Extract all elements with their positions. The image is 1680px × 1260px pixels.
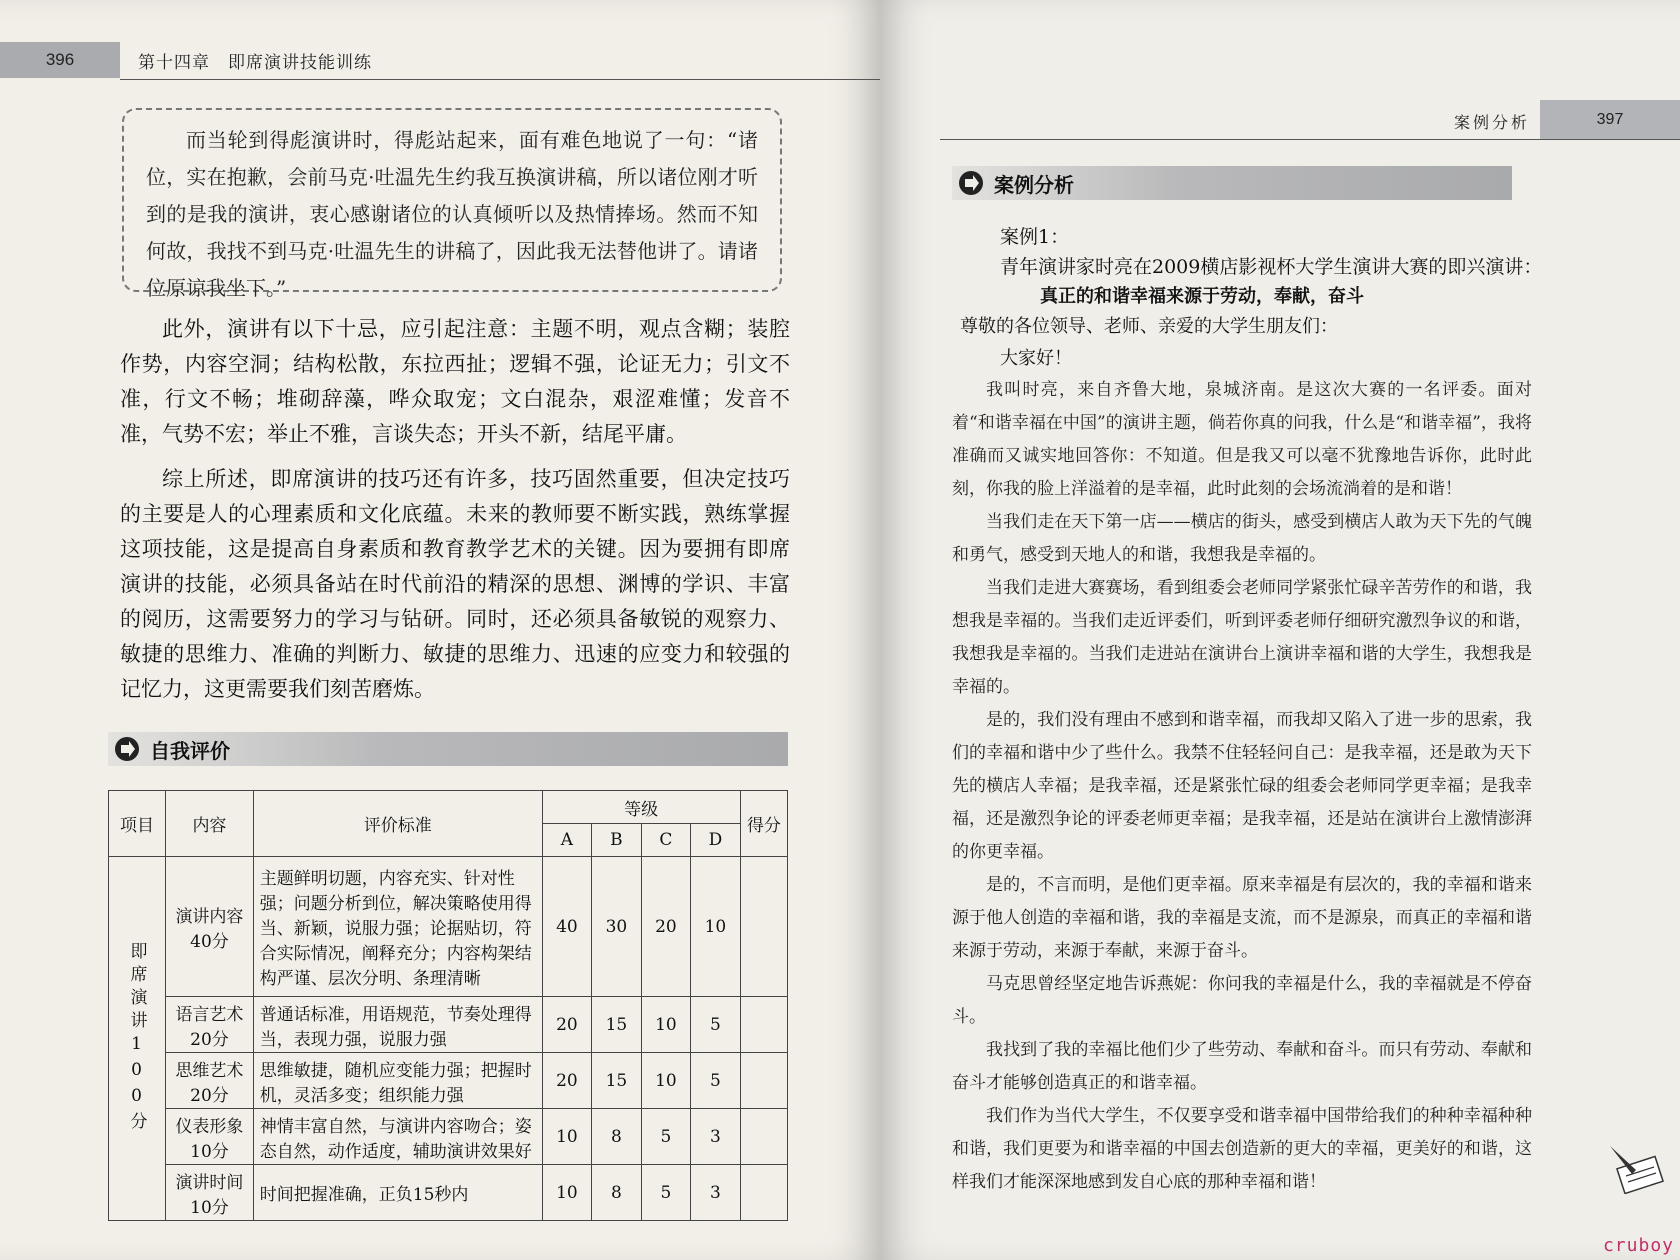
- grade-c-cell: 5: [641, 1165, 691, 1221]
- right-page-header: [880, 100, 1680, 140]
- speech-paragraph: 我叫时亮，来自齐鲁大地，泉城济南。是这次大赛的一名评委。面对着“和谐幸福在中国”的演讲主题，倘若你真的问我，什么是“和谐幸福”，我将准确而又诚实地回答你：不知道。但是我又可以毫不犹豫地告诉你，此时此刻，你我的脸上洋溢着的是幸福，此时此刻的会场流淌着的是和谐！: [952, 380, 1532, 499]
- table-row: [109, 1053, 788, 1109]
- table-row: [109, 1109, 788, 1165]
- grade-b-header: B: [592, 824, 642, 857]
- content-cell: 思维艺术20分: [166, 1053, 254, 1109]
- speech-body: [952, 374, 1532, 1199]
- chapter-title: 第十四章 即席演讲技能训练: [138, 52, 372, 73]
- section-title-case-analysis: 案例分析: [994, 172, 1074, 197]
- greeting: 大家好！: [1000, 348, 1072, 369]
- left-page-header: [0, 42, 880, 78]
- content-cell: 仪表形象10分: [166, 1109, 254, 1165]
- score-cell[interactable]: [740, 1109, 787, 1165]
- criteria-cell: 普通话标准，用语规范，节奏处理得当，表现力强，说服力强: [253, 997, 542, 1053]
- right-page: [880, 0, 1680, 1260]
- speech-paragraph: 我们作为当代大学生，不仅要享受和谐幸福中国带给我们的种种幸福种种和谐，我们更要为和谐幸福的中国去创造新的更大的幸福，更美好的和谐，这样我们才能深深地感到发自心底的那种幸福和谐！: [952, 1106, 1532, 1192]
- grade-a-cell: 10: [542, 1109, 592, 1165]
- grade-a-cell: 10: [542, 1165, 592, 1221]
- grade-b-cell: 8: [592, 1109, 642, 1165]
- salutation: 尊敬的各位领导、老师、亲爱的大学生朋友们：: [960, 316, 1338, 337]
- section-arrow-icon: [114, 736, 140, 762]
- evaluation-table: [108, 790, 788, 1221]
- grade-a-cell: 40: [542, 857, 592, 997]
- header-grade: 等级: [542, 791, 740, 824]
- grade-b-cell: 30: [592, 857, 642, 997]
- criteria-cell: 思维敏捷，随机应变能力强；把握时机，灵活多变；组织能力强: [253, 1053, 542, 1109]
- header-criteria: 评价标准: [253, 791, 542, 857]
- score-cell[interactable]: [740, 857, 787, 997]
- pencil-note-icon: [1606, 1140, 1668, 1194]
- content-cell: 演讲时间10分: [166, 1165, 254, 1221]
- grade-d-cell: 5: [691, 997, 741, 1053]
- table-row: [109, 997, 788, 1053]
- content-cell: 演讲内容40分: [166, 857, 254, 997]
- grade-c-cell: 5: [641, 1109, 691, 1165]
- speech-title: 真正的和谐幸福来源于劳动，奉献，奋斗: [1040, 286, 1364, 307]
- grade-c-cell: 10: [641, 1053, 691, 1109]
- score-cell[interactable]: [740, 1165, 787, 1221]
- header-rule: [940, 139, 1680, 140]
- criteria-cell: 神情丰富自然，与演讲内容吻合；姿态自然，动作适度，辅助演讲效果好: [253, 1109, 542, 1165]
- grade-d-cell: 10: [691, 857, 741, 997]
- score-cell[interactable]: [740, 1053, 787, 1109]
- criteria-cell: 时间把握准确，正负15秒内: [253, 1165, 542, 1221]
- section-bar-self-eval: [108, 732, 788, 766]
- grade-b-cell: 15: [592, 1053, 642, 1109]
- case-intro: 青年演讲家时亮在2009横店影视杯大学生演讲大赛的即兴演讲：: [1000, 256, 1543, 278]
- header-score: 得分: [740, 791, 787, 857]
- header-rule: [120, 79, 880, 80]
- score-cell[interactable]: [740, 997, 787, 1053]
- table-row: [109, 857, 788, 997]
- speech-paragraph: 是的，不言而明，是他们更幸福。原来幸福是有层次的，我的幸福和谐来源于他人创造的幸福和谐，我的幸福是支流，而不是源泉，而真正的幸福和谐来源于劳动，来源于奉献，来源于奋斗。: [952, 875, 1532, 961]
- section-bar-case-analysis: [952, 166, 1512, 200]
- case-label: 案例1：: [1000, 226, 1070, 248]
- item-name-cell: 即席演讲100分: [109, 857, 166, 1221]
- grade-a-cell: 20: [542, 1053, 592, 1109]
- quote-box: 而当轮到得彪演讲时，得彪站起来，面有难色地说了一句：“诸位，实在抱歉，会前马克·吐温先生约我互换演讲稿，所以诸位刚才听到的是我的演讲，衷心感谢诸位的认真倾听以及热情捧场。然而不知何故，我找不到马克·吐温先生的讲稿了，因此我无法替他讲了。请诸位原谅我坐下。”: [122, 108, 782, 292]
- grade-b-cell: 8: [592, 1165, 642, 1221]
- watermark-logo: cruboy: [1602, 1235, 1674, 1256]
- taboo-paragraph: 此外，演讲有以下十忌，应引起注意：主题不明，观点含糊；装腔作势，内容空洞；结构松散，东拉西扯；逻辑不强，论证无力；引文不准，行文不畅；堆砌辞藻，哗众取宠；文白混杂，艰涩难懂；发音不准，气势不宏；举止不雅，言谈失态；开头不新，结尾平庸。: [120, 317, 790, 446]
- speech-paragraph: 当我们走进大赛赛场，看到组委会老师同学紧张忙碌辛苦劳作的和谐，我想我是幸福的。当我们走近评委们，听到评委老师仔细研究激烈争议的和谐，我想我是幸福的。当我们走进站在演讲台上演讲幸福和谐的大学生，我想我是幸福的。: [952, 578, 1532, 697]
- grade-c-header: C: [641, 824, 691, 857]
- grade-d-header: D: [691, 824, 741, 857]
- page-number-right: 397: [1540, 100, 1680, 140]
- header-content: 内容: [166, 791, 254, 857]
- summary-paragraph: 综上所述，即席演讲的技巧还有许多，技巧固然重要，但决定技巧的主要是人的心理素质和文化底蕴。未来的教师要不断实践，熟练掌握这项技能，这是提高自身素质和教育教学艺术的关键。因为要拥有即席演讲的技能，必须具备站在时代前沿的精深的思想、渊博的学识、丰富的阅历，这需要努力的学习与钻研。同时，还必须具备敏锐的观察力、敏捷的思维力、准确的判断力、敏捷的思维力、迅速的应变力和较强的记忆力，这更需要我们刻苦磨炼。: [120, 467, 790, 701]
- grade-a-header: A: [542, 824, 592, 857]
- grade-b-cell: 15: [592, 997, 642, 1053]
- speech-paragraph: 马克思曾经坚定地告诉燕妮：你问我的幸福是什么，我的幸福就是不停奋斗。: [952, 974, 1532, 1027]
- grade-d-cell: 3: [691, 1109, 741, 1165]
- grade-c-cell: 10: [641, 997, 691, 1053]
- header-title-right: 案例分析: [1453, 113, 1530, 132]
- grade-d-cell: 3: [691, 1165, 741, 1221]
- criteria-cell: 主题鲜明切题，内容充实、针对性强；问题分析到位，解决策略使用得当、新颖，说服力强；论据贴切，符合实际情况，阐释充分；内容构架结构严谨、层次分明、条理清晰: [253, 857, 542, 997]
- section-title-self-eval: 自我评价: [150, 738, 230, 763]
- speech-paragraph: 当我们走在天下第一店——横店的街头，感受到横店人敢为天下先的气魄和勇气，感受到天地人的和谐，我想我是幸福的。: [952, 512, 1532, 565]
- speech-paragraph: 是的，我们没有理由不感到和谐幸福，而我却又陷入了进一步的思索，我们的幸福和谐中少了些什么。我禁不住轻轻问自己：是我幸福，还是敢为天下先的横店人幸福；是我幸福，还是紧张忙碌的组委会老师同学更幸福；是我幸福，还是激烈争论的评委老师更幸福；是我幸福，还是站在演讲台上激情澎湃的你更幸福。: [952, 710, 1532, 862]
- grade-a-cell: 20: [542, 997, 592, 1053]
- grade-d-cell: 5: [691, 1053, 741, 1109]
- page-number-left: 396: [0, 42, 120, 78]
- header-item: 项目: [109, 791, 166, 857]
- speech-paragraph: 我找到了我的幸福比他们少了些劳动、奉献和奋斗。而只有劳动、奉献和奋斗才能够创造真正的和谐幸福。: [952, 1040, 1532, 1093]
- grade-c-cell: 20: [641, 857, 691, 997]
- table-row: [109, 1165, 788, 1221]
- section-arrow-icon: [958, 170, 984, 196]
- content-cell: 语言艺术20分: [166, 997, 254, 1053]
